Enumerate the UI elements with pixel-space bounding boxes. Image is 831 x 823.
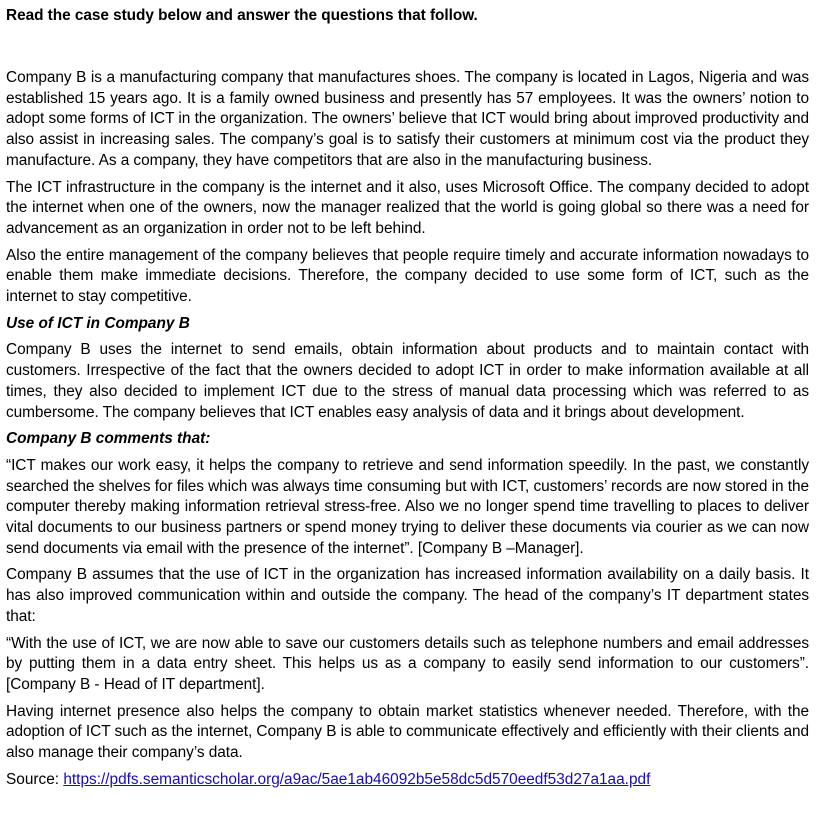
instruction-heading: Read the case study below and answer the questions that follow. [6, 7, 478, 24]
paragraph-information-availability: Company B assumes that the use of ICT in the organization has increased information availability on a daily basis. It has also improved communication within and outside the company. The head of the company’s IT department states that: [6, 566, 809, 625]
quote-head-of-it: “With the use of ICT, we are now able to save our customers details such as telephone numbers and email addresses by putting them in a data entry sheet. This helps us as a company to easily send information to our customers”. [Company B - Head of IT department]. [6, 634, 809, 693]
section-heading-comments: Company B comments that: [6, 430, 211, 448]
paragraph-internet-presence: Having internet presence also helps the company to obtain market statistics whenever needed. Therefore, with the adoption of ICT such as the internet, Company B is able to communicate effectively and efficiently with their clients and also manage their company’s data. [6, 702, 809, 762]
paragraph-ict-usage: Company B uses the internet to send emails, obtain information about products and to maintain contact with customers. Irrespective of the fact that the owners decided to adopt ICT in order to make information available at all times, they also decided to implement ICT due to the stress of manual data processing which was referred to as cumbersome. The company believes that ICT enables easy analysis of data and it brings about development. [6, 341, 809, 421]
paragraph-company-overview: Company B is a manufacturing company that manufactures shoes. The company is located in Lagos, Nigeria and was established 15 years ago. It is a family owned business and presently has 57 employees. It was the owners’ notion to adopt some forms of ICT in the organization. The owners’ believe that ICT would bring about improved productivity and also assist in increasing sales. The company’s goal is to satisfy their customers at minimum cost via the product they manufacture. As a company, they have competitors that are also in the manufacturing business. [6, 69, 809, 169]
source-citation [6, 770, 809, 791]
source-label: Source: [6, 770, 64, 788]
section-heading-use-of-ict: Use of ICT in Company B [6, 314, 190, 332]
quote-manager: “ICT makes our work easy, it helps the company to retrieve and send information speedily. In the past, we constantly searched the shelves for files which was always time consuming but with ICT, customers’ records are now stored in the computer thereby making information retrieval stress-free. Also we no longer spend time travelling to places to deliver vital documents to our business partners or spend money trying to deliver these documents via courier as we can now send documents via email with the presence of the internet”. [Company B –Manager]. [6, 456, 809, 557]
paragraph-ict-infrastructure: The ICT infrastructure in the company is the internet and it also, uses Microsoft Office. The company decided to adopt the internet when one of the owners, now the manager realized that the world is going global so there was a need for advancement as an organization in order not to be left behind. [6, 178, 809, 237]
source-link[interactable]: https://pdfs.semanticscholar.org/a9ac/5ae1ab46092b5e58dc5d570eedf53d27a1aa.pdf [63, 770, 651, 788]
paragraph-management-belief: Also the entire management of the company believes that people require timely and accurate information nowadays to enable them make immediate decisions. Therefore, the company decided to use some form of ICT, such as the internet to stay competitive. [6, 246, 809, 306]
